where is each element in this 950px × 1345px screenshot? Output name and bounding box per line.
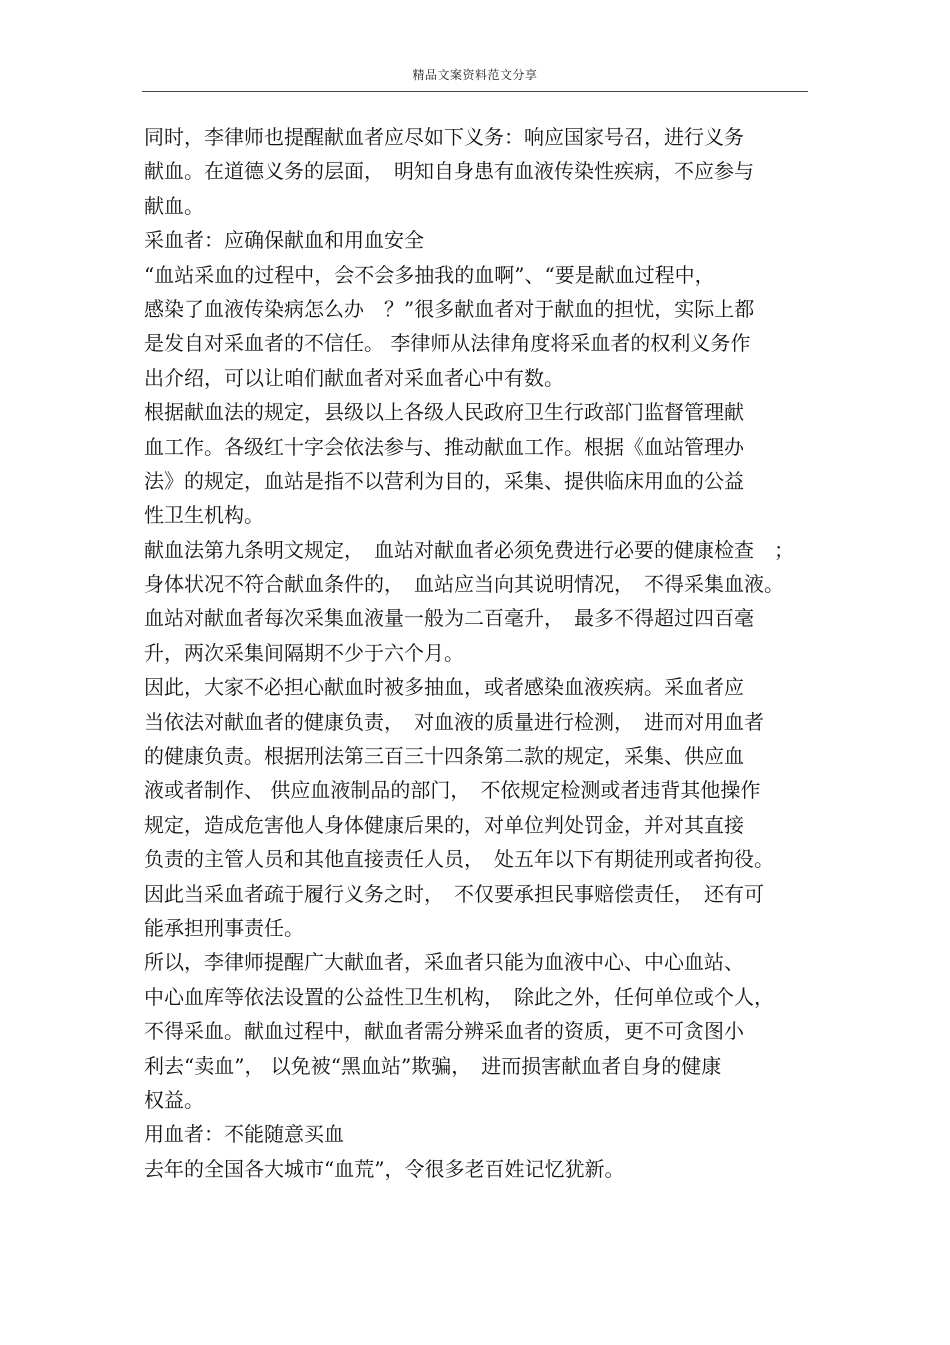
text-line: 去年的全国各大城市“血荒”，令很多老百姓记忆犹新。 xyxy=(144,1156,625,1181)
text-line: 是发自对采血者的不信任。 李律师从法律角度将采血者的权利义务作 xyxy=(144,331,751,356)
text-line: 负责的主管人员和其他直接责任人员， 处五年以下有期徒刑或者拘役。 xyxy=(144,847,774,872)
text-line: 不得采血。献血过程中，献血者需分辨采血者的资质，更不可贪图小 xyxy=(144,1019,744,1044)
text-line: 献血法第九条明文规定， 血站对献血者必须免费进行必要的健康检查 ； xyxy=(144,537,794,562)
text-line: 权益。 xyxy=(144,1087,204,1112)
text-line: 献血。在道德义务的层面， 明知自身患有血液传染性疾病，不应参与 xyxy=(144,159,754,184)
text-line: 升，两次采集间隔期不少于六个月。 xyxy=(144,640,464,665)
text-line: 能承担刑事责任。 xyxy=(144,915,304,940)
text-line: 的健康负责。根据刑法第三百三十四条第二款的规定，采集、供应血 xyxy=(144,744,744,769)
header-divider xyxy=(142,91,808,92)
text-line: “血站采血的过程中，会不会多抽我的血啊”、“要是献血过程中， xyxy=(144,262,715,287)
text-line: 血工作。各级红十字会依法参与、推动献血工作。根据《血站管理办 xyxy=(144,434,744,459)
text-line: 身体状况不符合献血条件的， 血站应当向其说明情况， 不得采集血液。 xyxy=(144,572,784,597)
text-line: 血站对献血者每次采集血液量一般为二百毫升， 最多不得超过四百毫 xyxy=(144,606,754,631)
text-line: 中心血库等依法设置的公益性卫生机构， 除此之外，任何单位或个人， xyxy=(144,984,774,1009)
text-line: 所以，李律师提醒广大献血者，采血者只能为血液中心、中心血站、 xyxy=(144,950,744,975)
text-line: 因此当采血者疏于履行义务之时， 不仅要承担民事赔偿责任， 还有可 xyxy=(144,881,764,906)
text-line: 出介绍，可以让咱们献血者对采血者心中有数。 xyxy=(144,365,564,390)
text-line: 根据献血法的规定，县级以上各级人民政府卫生行政部门监督管理献 xyxy=(144,400,744,425)
text-line: 献血。 xyxy=(144,193,204,218)
text-line: 当依法对献血者的健康负责， 对血液的质量进行检测， 进而对用血者 xyxy=(144,709,764,734)
text-line: 因此，大家不必担心献血时被多抽血，或者感染血液疾病。采血者应 xyxy=(144,675,744,700)
text-line: 液或者制作、 供应血液制品的部门， 不依规定检测或者违背其他操作 xyxy=(144,778,761,803)
document-body xyxy=(144,120,834,1186)
section-heading-collector: 采血者：应确保献血和用血安全 xyxy=(144,228,424,253)
text-line: 规定，造成危害他人身体健康后果的，对单位判处罚金，并对其直接 xyxy=(144,812,744,837)
text-line: 法》的规定，血站是指不以营利为目的，采集、提供临床用血的公益 xyxy=(144,468,744,493)
text-line: 利去“卖血”， 以免被“黑血站”欺骗， 进而损害献血者自身的健康 xyxy=(144,1053,722,1078)
section-heading-recipient: 用血者：不能随意买血 xyxy=(144,1122,344,1147)
page-header: 精品文案资料范文分享 xyxy=(412,68,538,82)
text-line: 感染了血液传染病怎么办 ？”很多献血者对于献血的担忧，实际上都 xyxy=(144,296,755,321)
text-line: 同时，李律师也提醒献血者应尽如下义务：响应国家号召，进行义务 xyxy=(144,125,744,149)
text-line: 性卫生机构。 xyxy=(144,503,264,528)
